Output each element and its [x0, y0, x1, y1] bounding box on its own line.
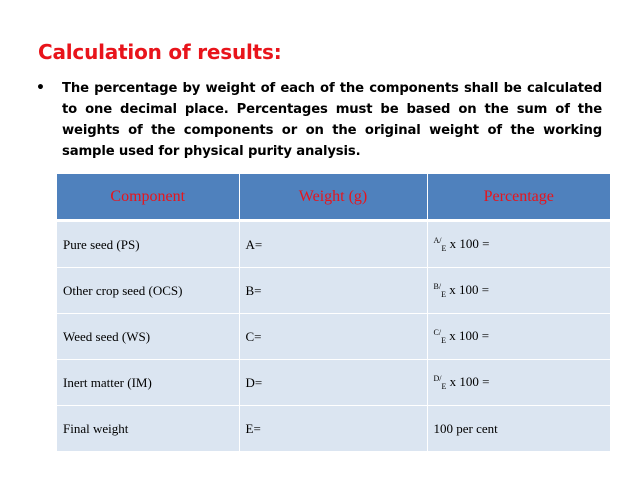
fraction-slash: / [438, 328, 442, 337]
table-row [57, 406, 610, 452]
table-row [57, 360, 610, 406]
table-header-row [57, 174, 610, 221]
cell-percentage: 100 per cent [427, 406, 610, 452]
table-row [57, 221, 610, 268]
table-row [57, 314, 610, 360]
fraction-slash: / [438, 282, 442, 291]
cell-weight: E= [239, 406, 427, 452]
bullet-icon: • [36, 80, 45, 96]
cell-weight: D= [239, 360, 427, 406]
cell-percentage [427, 221, 610, 268]
cell-percentage [427, 268, 610, 314]
cell-weight: B= [239, 268, 427, 314]
fraction-numerator: D [433, 374, 440, 383]
cell-percentage [427, 360, 610, 406]
header-weight: Weight (g) [239, 174, 427, 221]
formula-rest: x 100 = [446, 374, 490, 389]
table-row [57, 268, 610, 314]
cell-percentage [427, 314, 610, 360]
fraction-denominator: E [441, 336, 446, 345]
header-component: Component [57, 174, 239, 221]
fraction-denominator: E [441, 382, 447, 391]
cell-weight: A= [239, 221, 427, 268]
fraction-denominator: E [441, 290, 446, 299]
bullet-point [36, 78, 602, 162]
formula-rest: x 100 = [445, 328, 490, 343]
fraction-numerator: A [433, 236, 440, 245]
cell-component: Pure seed (PS) [57, 221, 239, 268]
fraction-denominator: E [441, 244, 447, 253]
header-percentage: Percentage [427, 174, 610, 221]
slide-title: Calculation of results: [38, 40, 282, 64]
fraction-slash: / [439, 374, 442, 383]
results-table [57, 174, 610, 452]
bullet-text: The percentage by weight of each of the components shall be calculated to one decimal place. Percentages must be based on the sum of the weights of the components or on the original weight of the working sample used for physical purity analysis. [62, 81, 602, 159]
cell-component: Final weight [57, 406, 239, 452]
formula-rest: x 100 = [446, 236, 490, 251]
fraction-numerator: C [433, 328, 439, 337]
cell-weight: C= [239, 314, 427, 360]
fraction-slash: / [439, 236, 442, 245]
fraction-numerator: B [433, 282, 439, 291]
cell-component: Inert matter (IM) [57, 360, 239, 406]
cell-component: Weed seed (WS) [57, 314, 239, 360]
formula-rest: x 100 = [445, 282, 490, 297]
cell-component: Other crop seed (OCS) [57, 268, 239, 314]
